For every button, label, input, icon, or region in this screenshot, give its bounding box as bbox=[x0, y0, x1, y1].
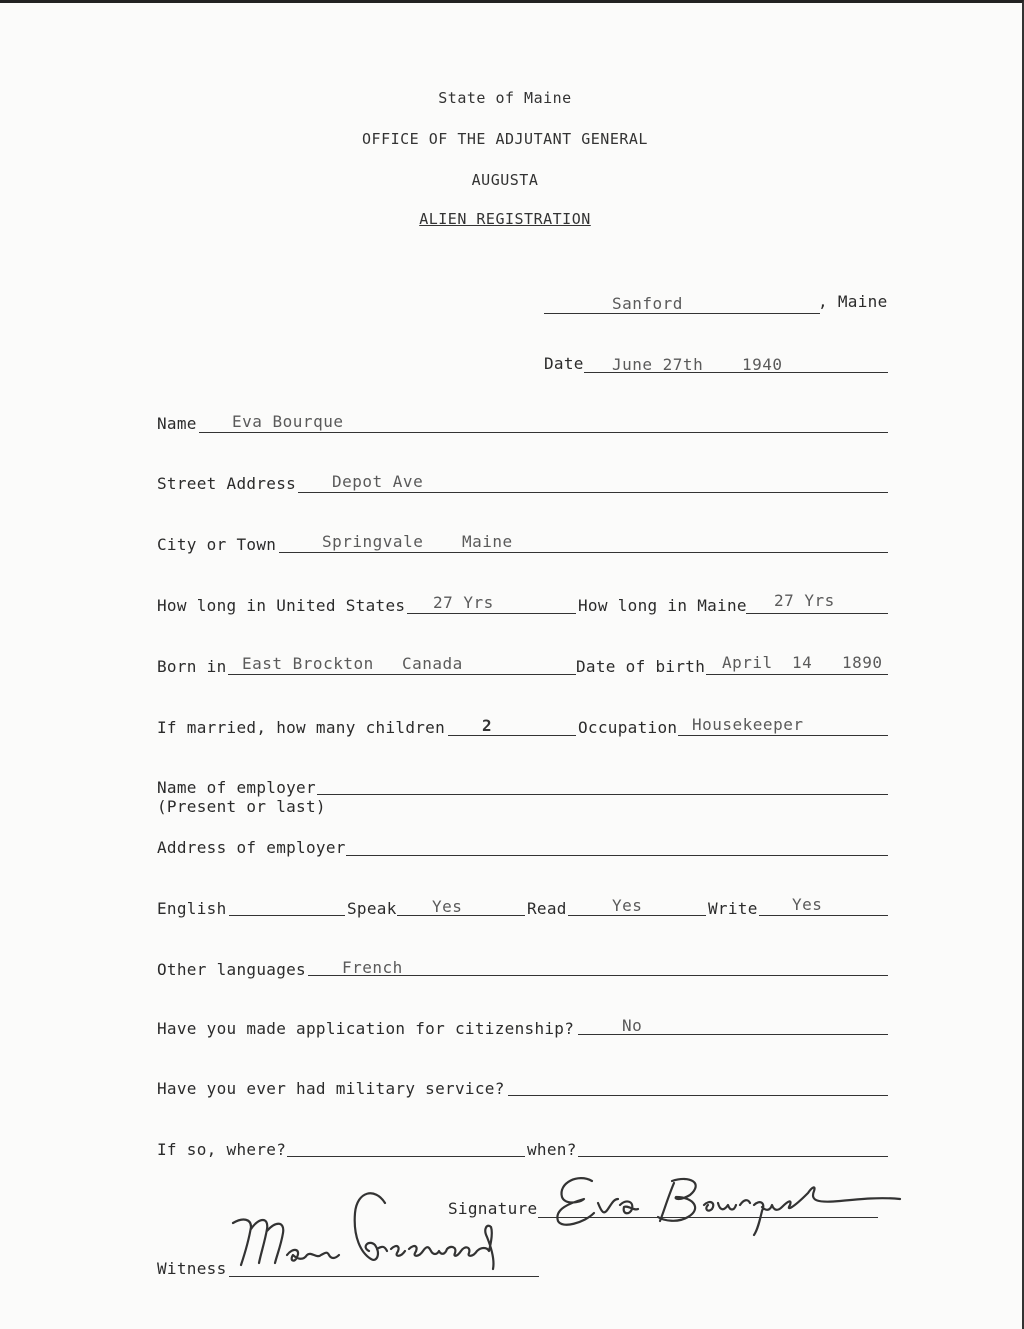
witness-label: Witness bbox=[157, 1259, 227, 1278]
born-label: Born in bbox=[157, 657, 227, 676]
witness-handwriting-image bbox=[225, 1183, 525, 1283]
dob-month: April bbox=[722, 653, 773, 672]
other-languages-label: Other languages bbox=[157, 960, 306, 979]
date-year: 1940 bbox=[742, 355, 783, 374]
where-label: If so, where? bbox=[157, 1140, 287, 1159]
when-line bbox=[578, 1156, 888, 1157]
date-label: Date bbox=[544, 354, 584, 373]
employer-address-label: Address of employer bbox=[157, 838, 346, 857]
speak-label: Speak bbox=[347, 899, 397, 918]
citizenship-value: No bbox=[622, 1016, 643, 1035]
other-languages-value: French bbox=[342, 958, 403, 977]
maine-time-value: 27 Yrs bbox=[774, 591, 835, 610]
children-line bbox=[448, 735, 576, 736]
dob-label: Date of birth bbox=[576, 657, 706, 676]
us-time-value: 27 Yrs bbox=[433, 593, 494, 612]
us-time-label: How long in United States bbox=[157, 596, 406, 615]
military-label: Have you ever had military service? bbox=[157, 1079, 505, 1098]
military-line bbox=[508, 1095, 888, 1096]
city-line bbox=[279, 552, 888, 553]
read-label: Read bbox=[527, 899, 567, 918]
employer-line bbox=[317, 794, 888, 795]
occupation-line bbox=[678, 735, 888, 736]
date-value: June 27th bbox=[612, 355, 704, 374]
city-value: Springvale bbox=[322, 532, 424, 551]
occupation-label: Occupation bbox=[578, 718, 678, 737]
born-line bbox=[228, 674, 576, 675]
us-time-line bbox=[407, 613, 576, 614]
name-value: Eva Bourque bbox=[232, 412, 344, 431]
born-country-value: Canada bbox=[402, 654, 463, 673]
children-label: If married, how many children bbox=[157, 718, 446, 737]
dob-year: 1890 bbox=[842, 653, 883, 672]
write-value: Yes bbox=[792, 895, 823, 914]
dob-line bbox=[706, 674, 888, 675]
city-heading: AUGUSTA bbox=[471, 171, 539, 189]
city-state-value: Maine bbox=[462, 532, 513, 551]
children-value: 2 bbox=[482, 716, 493, 735]
dob-day: 14 bbox=[792, 653, 813, 672]
state-suffix: , Maine bbox=[818, 292, 888, 311]
speak-value: Yes bbox=[432, 897, 463, 916]
name-line bbox=[199, 432, 888, 433]
occupation-value: Housekeeper bbox=[692, 715, 804, 734]
office-heading: OFFICE OF THE ADJUTANT GENERAL bbox=[362, 130, 648, 148]
employer-label: Name of employer bbox=[157, 778, 316, 797]
write-label: Write bbox=[708, 899, 758, 918]
street-label: Street Address bbox=[157, 474, 297, 493]
signature-label: Signature bbox=[448, 1199, 538, 1218]
employer-sublabel: (Present or last) bbox=[157, 797, 326, 816]
citizenship-label: Have you made application for citizenship? bbox=[157, 1019, 575, 1038]
employer-address-line bbox=[346, 855, 888, 856]
town-line bbox=[544, 313, 820, 314]
name-label: Name bbox=[157, 414, 197, 433]
english-line bbox=[229, 915, 345, 916]
signature-handwriting-image bbox=[540, 1163, 940, 1243]
state-heading: State of Maine bbox=[438, 89, 572, 107]
street-line bbox=[298, 492, 888, 493]
town-value: Sanford bbox=[612, 294, 683, 313]
read-line bbox=[568, 915, 706, 916]
write-line bbox=[759, 915, 888, 916]
where-line bbox=[287, 1156, 525, 1157]
read-value: Yes bbox=[612, 896, 643, 915]
street-value: Depot Ave bbox=[332, 472, 424, 491]
english-label: English bbox=[157, 899, 227, 918]
city-label: City or Town bbox=[157, 535, 277, 554]
when-label: when? bbox=[527, 1140, 577, 1159]
form-title: ALIEN REGISTRATION bbox=[419, 210, 591, 228]
born-value: East Brockton bbox=[242, 654, 374, 673]
maine-time-line bbox=[746, 613, 888, 614]
maine-time-label: How long in Maine bbox=[578, 596, 747, 615]
